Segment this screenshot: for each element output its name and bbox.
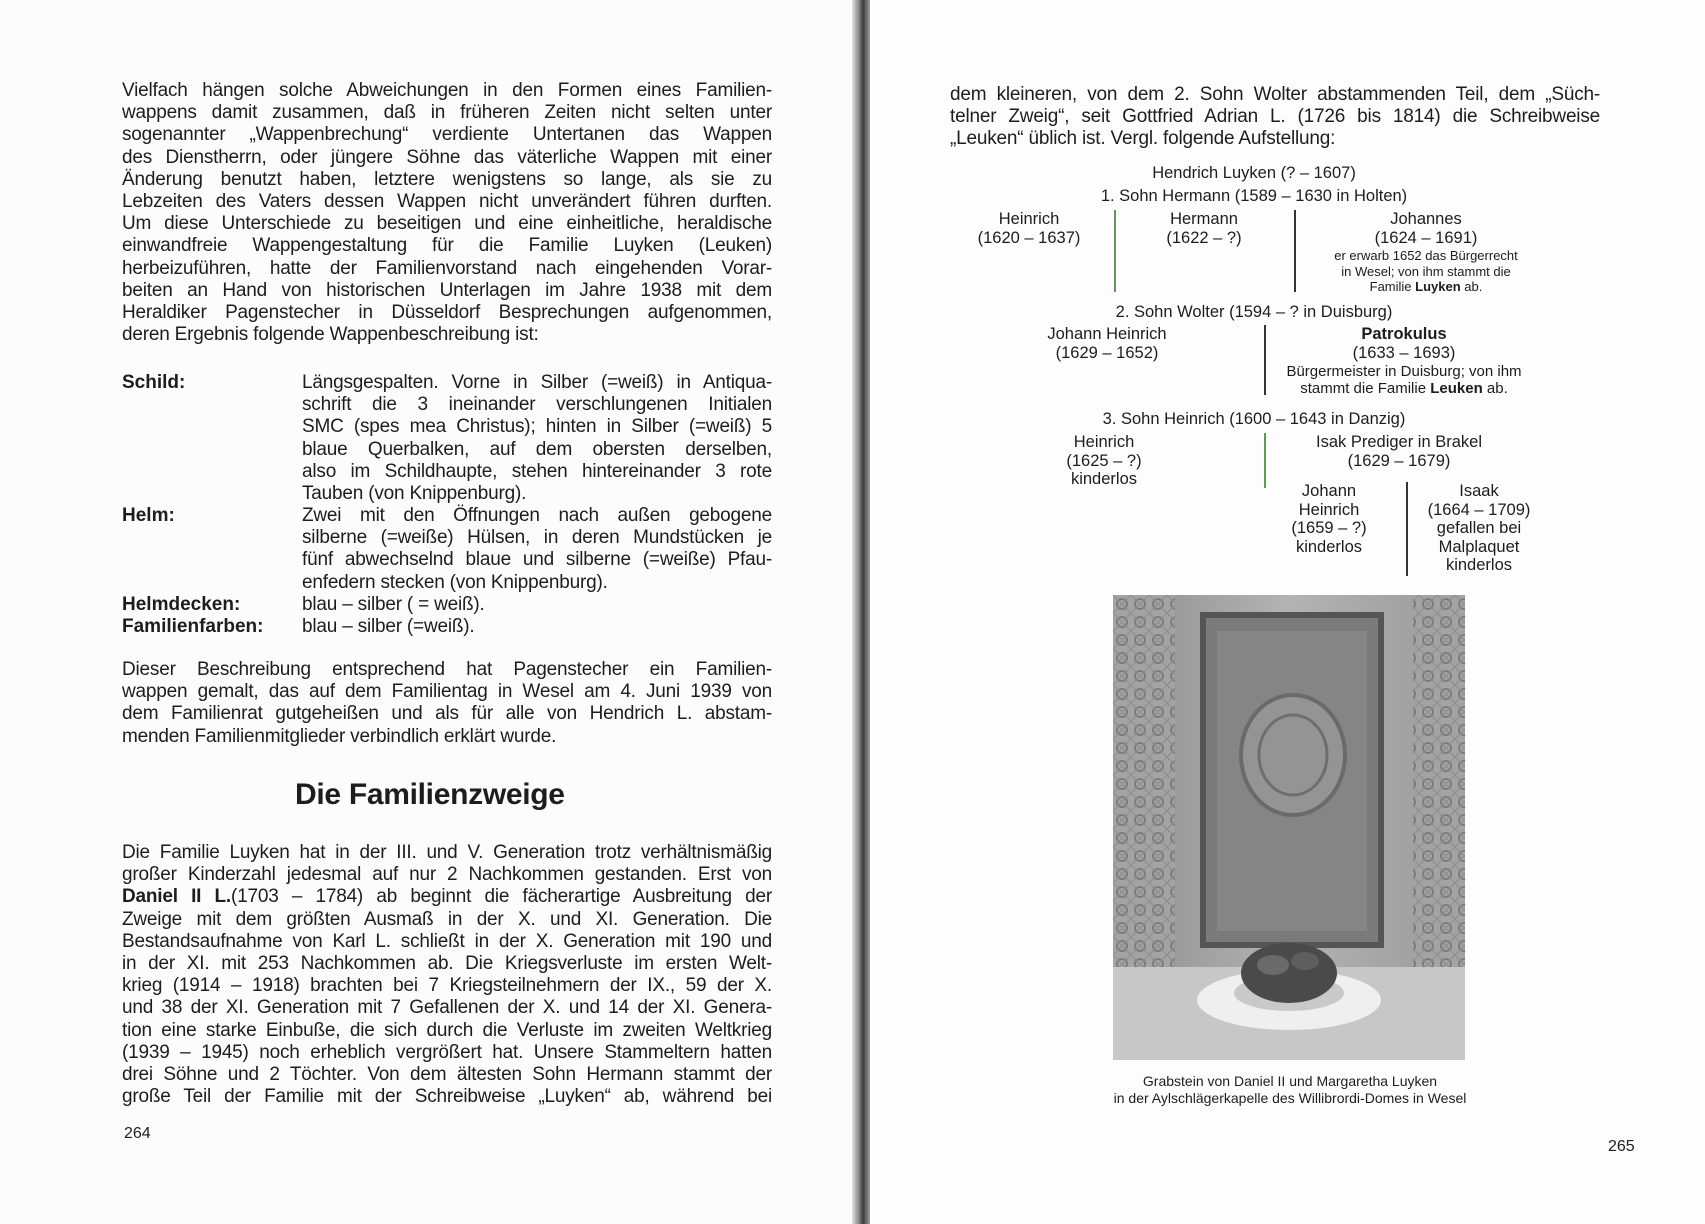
note-bold-name: Luyken (1415, 279, 1461, 294)
tree-node-heinrich-1620 (974, 210, 1084, 247)
tree-node-johannes-1624 (1326, 210, 1526, 247)
node-name: Heinrich (1298, 500, 1360, 519)
text-line: beiten an Hand von historischen Unterlagen im Jahre 1938 mit dem (122, 279, 772, 301)
text-line: Lebzeiten des Vaters dessen Wappen nicht unverändert führen durften. (122, 191, 772, 213)
text-line: Längsgespalten. Vorne in Silber (=weiß) in Antiqua- (302, 372, 772, 393)
text-line: des Dienstherrn, oder jüngere Söhne das väterliche Wappen mit einer (122, 146, 772, 168)
node-dates: (1625 – ?) (1066, 451, 1142, 470)
tree-node-hermann-1622 (1149, 210, 1259, 247)
tree-note-patrokulus (1279, 363, 1529, 397)
blazon-term: Schild: (122, 372, 186, 393)
blazon-description (122, 372, 772, 642)
note-line: in Wesel; von ihm stammt die (1341, 263, 1511, 279)
text-line: Änderung benutzt haben, letztere wenigstens so lange, als sie zu (122, 168, 772, 190)
text-line: enfedern stecken (von Knippenburg). (302, 571, 608, 593)
photo-caption-line: Grabstein von Daniel II und Margaretha Luyken (1142, 1073, 1438, 1089)
text-line: SMC (spes mea Christus); hinten in Silber (=weiß) 5 (302, 416, 772, 438)
node-name: Patrokulus (1361, 325, 1447, 343)
tree-connector (1114, 210, 1116, 292)
tree-node-johann-heinrich-1659 (1274, 482, 1384, 556)
blazon-definition (302, 372, 772, 505)
text-line: großer Kinderzahl jedesmal auf nur 2 Nachkommen gestanden. Erst von (122, 864, 772, 886)
text-line: drei Söhne und 2 Töchter. Von dem ältesten Sohn Hermann stammt der (122, 1064, 772, 1086)
page-number: 265 (1608, 1138, 1635, 1155)
node-dates: (1620 – 1637) (977, 228, 1081, 247)
after-paragraph (122, 659, 772, 748)
text-line: große Teil der Familie mit der Schreibweise „Luyken“ ab, während bei (122, 1086, 772, 1108)
text-line: blaue Querbalken, auf dem obersten derselben, (302, 438, 772, 460)
text-line: „Leuken“ üblich ist. Vergl. folgende Aufstellung: (950, 128, 1336, 150)
text-line: Vielfach hängen solche Abweichungen in den Formen eines Familien- (122, 80, 772, 101)
tree-son1: 1. Sohn Hermann (1589 – 1630 in Holten) (1100, 187, 1408, 205)
node-name: Heinrich (998, 210, 1060, 228)
node-dates: (1629 – 1652) (1055, 343, 1159, 362)
node-dates: (1624 – 1691) (1374, 228, 1478, 247)
node-note: gefallen bei (1436, 519, 1522, 537)
node-name: Johann (1301, 482, 1357, 500)
text-line: herbeizuführen, hatte der Familienvorstand nach eingehenden Vorar- (122, 257, 772, 279)
text-line: telner Zweig“, seit Gottfried Adrian L. (1726 bis 1814) die Schreibweise (950, 106, 1600, 128)
node-name: Johann Heinrich (1047, 325, 1167, 343)
family-tree (974, 160, 1534, 600)
tree-note-johannes (1316, 248, 1536, 295)
node-name: Heinrich (1073, 433, 1135, 451)
text-line: silberne (=weiße) Hülsen, in deren Mundstücken je (302, 527, 772, 549)
tree-root: Hendrich Luyken (? – 1607) (1152, 164, 1356, 182)
text-line: Dieser Beschreibung entsprechend hat Pagenstecher ein Familien- (122, 659, 772, 680)
tree-connector (1406, 482, 1408, 576)
blazon-definition (302, 594, 772, 616)
note-line: Familie (1369, 279, 1416, 294)
node-dates: (1664 – 1709) (1427, 500, 1531, 519)
text-line: deren Ergebnis folgende Wappenbeschreibung ist: (122, 324, 539, 346)
tree-connector (1264, 325, 1266, 395)
node-name: Hermann (1170, 210, 1238, 228)
node-dates: (1622 – ?) (1166, 228, 1242, 247)
text-line (122, 886, 772, 908)
text-line: Zwei mit den Öffnungen nach außen gebogene (302, 505, 772, 526)
text-line: Bestandsaufnahme von Karl L. schließt in der X. Generation mit 190 und (122, 930, 772, 952)
text-line: Um diese Unterschiede zu beseitigen und eine einheitliche, heraldische (122, 213, 772, 235)
tree-connector (1264, 433, 1266, 488)
node-name: Isak Prediger in Brakel (1316, 433, 1482, 451)
text-line: menden Familienmitglieder verbindlich erklärt wurde. (122, 725, 557, 747)
text-line: wappen gemalt, das auf dem Familientag in Wesel am 4. Juni 1939 von (122, 681, 772, 703)
blazon-term: Helm: (122, 505, 175, 526)
node-name: Johannes (1390, 210, 1462, 228)
text-line: krieg (1914 – 1918) brachten bei 7 Kriegsteilnehmern der IX., 59 der X. (122, 975, 772, 997)
photo-caption-line: in der Aylschlägerkapelle des Willibrordi-Domes in Wesel (1113, 1090, 1467, 1106)
tree-connector (1294, 210, 1296, 292)
tree-node-patrokulus (1279, 325, 1529, 362)
text-line: und 38 der XI. Generation mit 7 Gefallenen der X. und 14 der XI. Genera- (122, 997, 772, 1019)
node-dates: (1629 – 1679) (1347, 451, 1451, 470)
note-line: er erwarb 1652 das Bürgerrecht (1334, 248, 1518, 263)
text-line: sogenannter „Wappenbrechung“ verdiente Untertanen das Wappen (122, 124, 772, 146)
text-line: blau – silber ( = weiß). (302, 594, 485, 615)
tree-son3: 3. Sohn Heinrich (1600 – 1643 in Danzig) (1102, 410, 1406, 428)
blazon-definition (302, 616, 772, 638)
tree-node-isaak (1419, 482, 1539, 575)
note-line: Bürgermeister in Duisburg; von ihm (1286, 363, 1522, 380)
node-note: Malplaquet (1438, 537, 1520, 556)
text-line: wappens damit zusammen, daß in früheren Zeiten nicht selten unter (122, 102, 772, 124)
node-dates: (1633 – 1693) (1352, 343, 1456, 362)
text-line: (1939 – 1945) noch erheblich vergrößert hat. Unsere Stammeltern hatten (122, 1041, 772, 1063)
note-line: stammt die Familie (1300, 380, 1431, 397)
section-heading: Die Familienzweige (295, 778, 565, 811)
text-line: fünf abwechselnd blaue und silberne (=weiße) Pfau- (302, 549, 772, 571)
tree-son2: 2. Sohn Wolter (1594 – ? in Duisburg) (1115, 303, 1393, 321)
text-line: tion eine starke Einbuße, die sich durch die Verluste im zweiten Weltkrieg (122, 1019, 772, 1041)
note-bold-name: Leuken (1430, 380, 1483, 397)
tree-node-johann-heinrich-1629 (1022, 325, 1192, 362)
text-line: in der XI. mit 253 Nachkommen ab. Die Kriegsverluste im ersten Welt- (122, 953, 772, 975)
bold-name: Daniel II L. (122, 886, 231, 908)
gravestone-illustration (1113, 595, 1465, 1060)
intro-paragraph (950, 84, 1600, 151)
blazon-term: Familienfarben: (122, 616, 264, 637)
blazon-definition (302, 505, 772, 594)
text-line: Tauben (von Knippenburg). (302, 483, 527, 505)
node-note: kinderlos (1445, 556, 1513, 574)
text-line: schrift die 3 ineinander verschlungenen Initialen (302, 394, 772, 416)
text-line: dem Familienrat gutgeheißen und als für alle von Hendrich L. abstam- (122, 703, 772, 725)
text-line: Heraldiker Pagenstecher in Düsseldorf Besprechungen aufgenommen, (122, 302, 772, 324)
right-page (870, 0, 1705, 1224)
node-name: Isaak (1459, 482, 1499, 500)
blazon-term: Helmdecken: (122, 594, 241, 615)
text-line: Die Familie Luyken hat in der III. und V. Generation trotz verhältnismäßig (122, 842, 772, 863)
text-line: einwandfreie Wappengestaltung für die Familie Luyken (Leuken) (122, 235, 772, 257)
intro-paragraph (122, 80, 772, 346)
text-line: dem kleineren, von dem 2. Sohn Wolter abstammenden Teil, dem „Süch- (950, 84, 1600, 105)
node-note: kinderlos (1070, 470, 1138, 488)
node-dates: (1659 – ?) (1291, 519, 1367, 537)
note-line: ab. (1482, 380, 1508, 397)
page-number: 264 (124, 1125, 151, 1142)
text-line: also im Schildhaupte, stehen hintereinander 3 rote (302, 460, 772, 482)
text-line: blau – silber (=weiß). (302, 616, 475, 637)
node-note: kinderlos (1295, 537, 1363, 556)
gravestone-photo (1113, 595, 1465, 1060)
tree-node-heinrich-1625 (1034, 433, 1174, 489)
tree-node-isak (1279, 433, 1519, 470)
note-line: ab. (1460, 279, 1483, 294)
branches-paragraph (122, 842, 772, 1108)
text-fragment: (1703 – 1784) ab beginnt die fächerartige Ausbreitung der (230, 886, 772, 908)
text-line: Zweige mit dem größten Ausmaß in der X. und XI. Generation. Die (122, 908, 772, 930)
